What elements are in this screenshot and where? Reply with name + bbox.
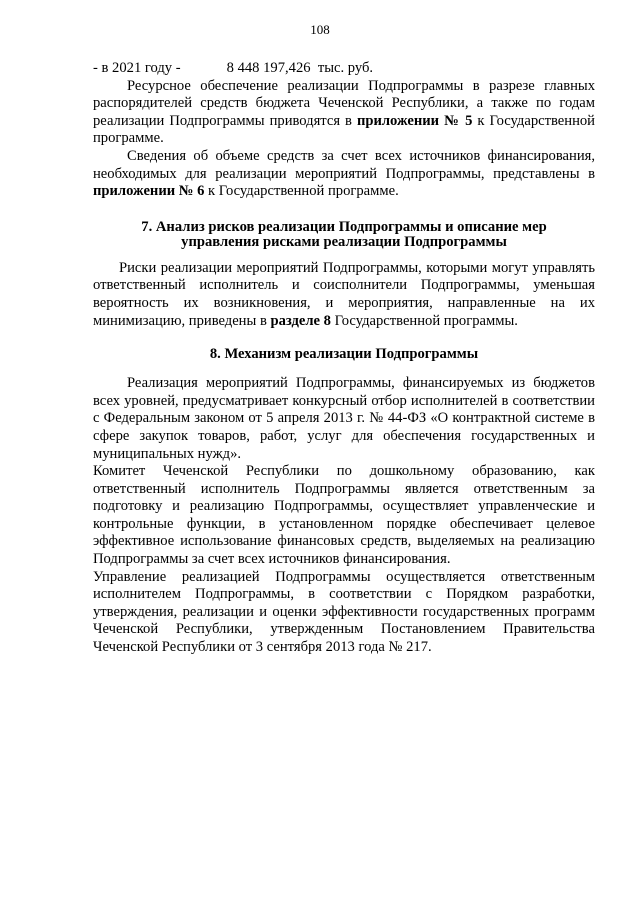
section-7-heading (93, 220, 595, 250)
section-7-heading-line1: 7. Анализ рисков реализации Подпрограммы и описание мер (141, 218, 547, 235)
risks-text: Риски реализации мероприятий Подпрограммы, которыми могут управлять ответственный исполнитель и соисполнители Подпрограммы, уменьшая вероятность их возникновения, и мероприятия, направленные на их минимизацию, приведены в (93, 259, 595, 329)
volume-text: Сведения об объеме средств за счет всех источников финансирования, необходимых для реализации мероприятий Подпрограммы, представлены в (93, 147, 595, 182)
mechanism-paragraph-3: Управление реализацией Подпрограммы осуществляется ответственным исполнителем Подпрограммы, в соответствии с Порядком разработки, утверждения, реализации и оценки эффективности государственных программ Чеченской Республики, утвержденным Постановлением Правительства Чеченской Республики от 3 сентября 2013 года № 217. (93, 568, 595, 656)
resource-text: Ресурсное обеспечение реализации Подпрограммы в разрезе главных распорядителей средств бюджета Чеченской Республики, а также по годам реализации Подпрограммы приводятся в (93, 77, 595, 129)
risks-text-end: Государственной программы. (330, 312, 518, 329)
funding-2021-line (93, 60, 595, 78)
appendix-5-reference: приложении № 5 (356, 112, 473, 129)
volume-paragraph (93, 148, 595, 201)
section-7-heading-line2: управления рисками реализации Подпрограммы (181, 233, 507, 250)
mechanism-paragraph-2: Комитет Чеченской Республики по дошкольному образованию, как ответственный исполнитель Подпрограммы является ответственным за подготовку и реализацию Подпрограммы, осуществляет управленческие и контрольные функции, в установленном порядке обеспечивает целевое эффективное использование финансовых средств, выделяемых на реализацию Подпрограммы за счет всех источников финансирования. (93, 463, 595, 568)
funding-amount: 8 448 197,426 (226, 60, 311, 76)
resource-paragraph (93, 78, 595, 148)
funding-unit: тыс. руб. (317, 60, 374, 76)
risks-paragraph (93, 260, 595, 330)
volume-text-end: к Государственной программе. (204, 183, 399, 200)
section-8-reference: разделе 8 (270, 312, 331, 329)
mechanism-paragraph-1: Реализация мероприятий Подпрограммы, финансируемых из бюджетов всех уровней, предусматривает конкурсный отбор исполнителей в соответствии с Федеральным законом от 5 апреля 2013 г. № 44-ФЗ «О контрактной системе в сфере закупок товаров, работ, услуг для обеспечения государственных и муниципальных нужд». (93, 375, 595, 462)
page-number: 108 (310, 22, 330, 37)
page-content (93, 60, 595, 657)
section-8-heading: 8. Механизм реализации Подпрограммы (209, 346, 479, 363)
resource-text-end: к Государственной программе. (93, 112, 595, 147)
funding-year-label: - в 2021 году - (93, 60, 181, 76)
appendix-6-reference: приложении № 6 (93, 183, 205, 200)
